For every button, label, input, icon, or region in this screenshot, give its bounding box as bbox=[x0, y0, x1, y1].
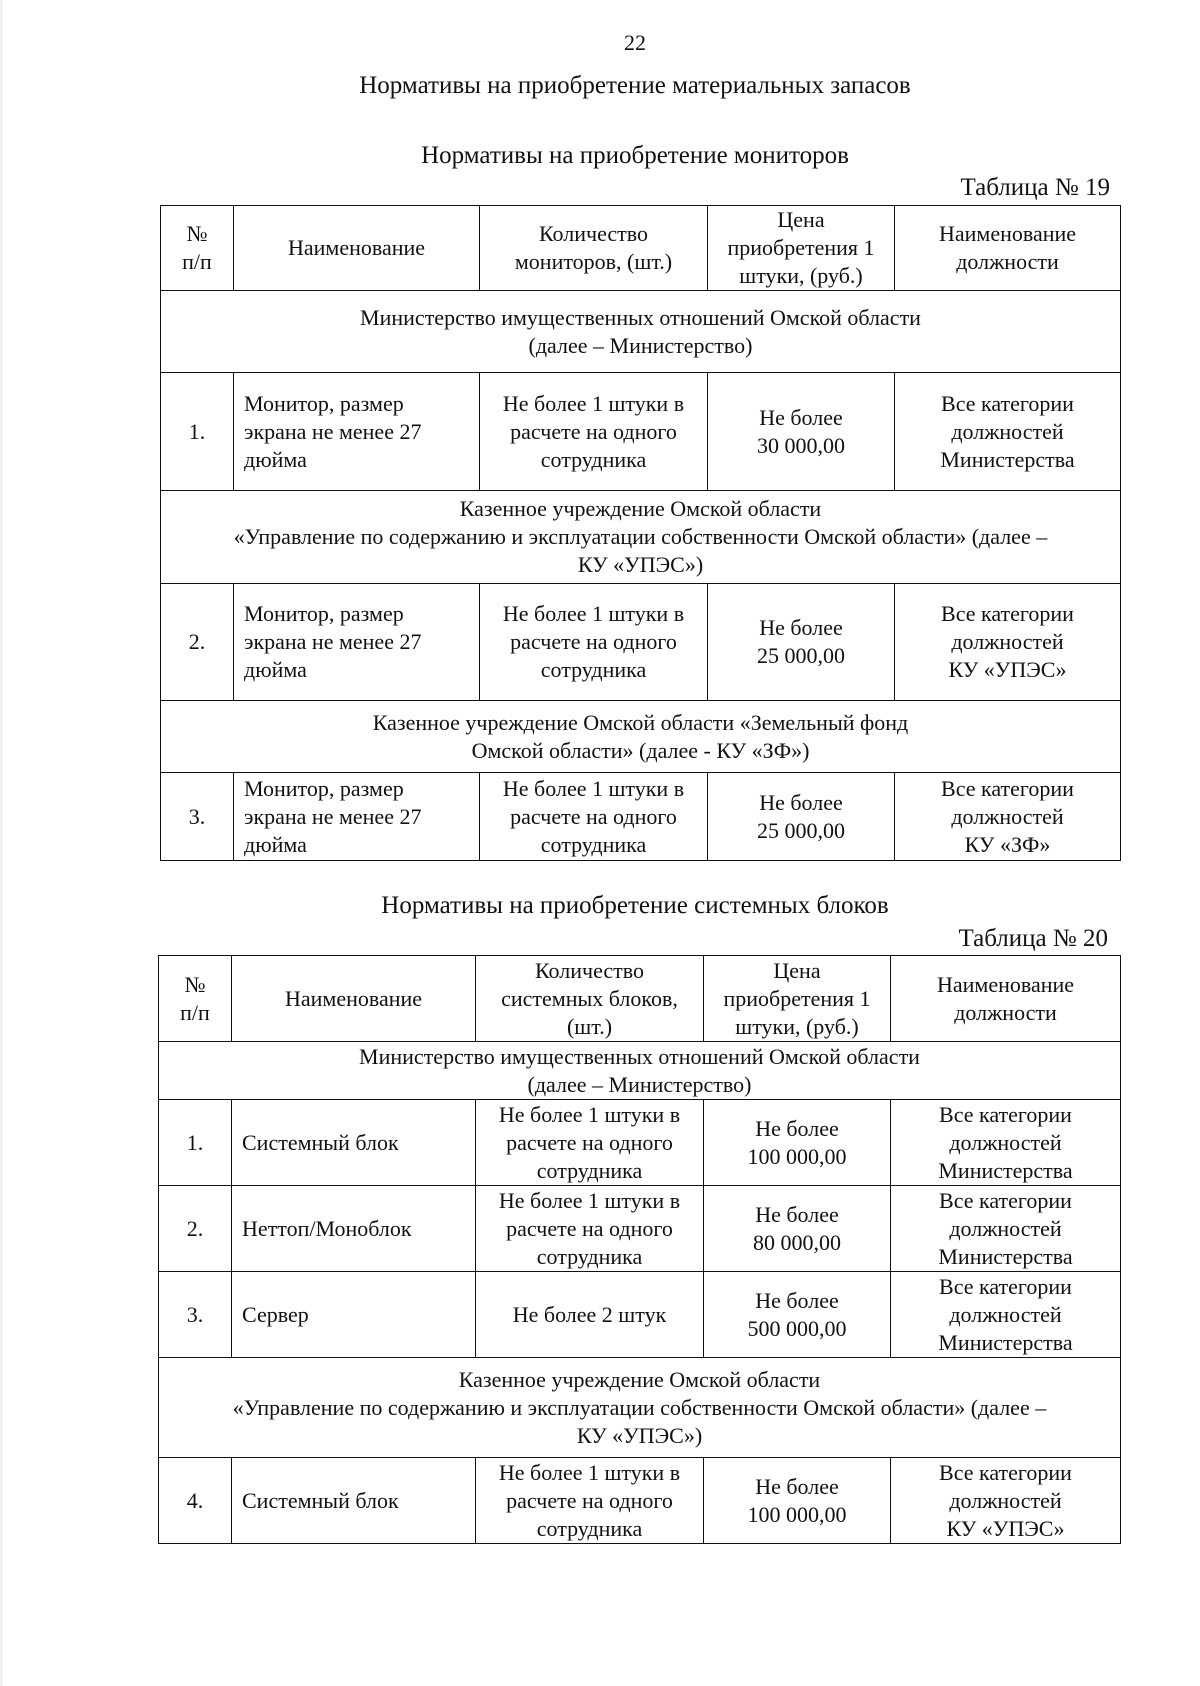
org-row bbox=[161, 291, 1121, 373]
cell-num: 2. bbox=[161, 584, 234, 701]
cell-name: Системный блок bbox=[232, 1458, 476, 1544]
header-name: Наименование bbox=[234, 206, 480, 291]
cell-num: 3. bbox=[161, 773, 234, 861]
cell-position: Все категории должностей КУ «УПЭС» bbox=[895, 584, 1121, 701]
org-row bbox=[161, 491, 1121, 584]
header-num: № п/п bbox=[161, 206, 234, 291]
header-price: Цена приобретения 1 штуки, (руб.) bbox=[708, 206, 895, 291]
cell-position: Все категории должностей Министерства bbox=[891, 1272, 1121, 1358]
cell-position: Все категории должностей Министерства bbox=[895, 373, 1121, 491]
cell-price: Не более 100 000,00 bbox=[704, 1100, 891, 1186]
cell-num: 1. bbox=[161, 373, 234, 491]
cell-position: Все категории должностей Министерства bbox=[891, 1100, 1121, 1186]
scan-edge bbox=[0, 0, 3, 1686]
header-position: Наименование должности bbox=[891, 956, 1121, 1042]
org-row bbox=[159, 1358, 1121, 1458]
cell-quantity: Не более 1 штуки в расчете на одного сотрудника bbox=[480, 584, 708, 701]
table-row bbox=[159, 1272, 1121, 1358]
cell-name: Системный блок bbox=[232, 1100, 476, 1186]
cell-quantity: Не более 2 штук bbox=[476, 1272, 704, 1358]
cell-position: Все категории должностей КУ «ЗФ» bbox=[895, 773, 1121, 861]
cell-price: Не более 500 000,00 bbox=[704, 1272, 891, 1358]
table-row bbox=[159, 1100, 1121, 1186]
cell-num: 1. bbox=[159, 1100, 232, 1186]
cell-quantity: Не более 1 штуки в расчете на одного сотрудника bbox=[480, 773, 708, 861]
org-name: Казенное учреждение Омской области «Земельный фонд Омской области» (далее - КУ «ЗФ») bbox=[161, 701, 1121, 773]
cell-quantity: Не более 1 штуки в расчете на одного сотрудника bbox=[476, 1458, 704, 1544]
cell-name: Монитор, размер экрана не менее 27 дюйма bbox=[234, 773, 480, 861]
org-row bbox=[159, 1042, 1121, 1100]
cell-name: Неттоп/Моноблок bbox=[232, 1186, 476, 1272]
cell-name: Монитор, размер экрана не менее 27 дюйма bbox=[234, 373, 480, 491]
section-title-system-units: Нормативы на приобретение системных блоков bbox=[381, 892, 889, 919]
header-position: Наименование должности bbox=[895, 206, 1121, 291]
table-row bbox=[161, 773, 1121, 861]
cell-quantity: Не более 1 штуки в расчете на одного сотрудника bbox=[476, 1186, 704, 1272]
table-monitors bbox=[160, 205, 1121, 861]
cell-position: Все категории должностей КУ «УПЭС» bbox=[891, 1458, 1121, 1544]
table-row bbox=[161, 373, 1121, 491]
table-header-row bbox=[161, 206, 1121, 291]
cell-price: Не более 25 000,00 bbox=[708, 584, 895, 701]
header-name: Наименование bbox=[232, 956, 476, 1042]
cell-price: Не более 80 000,00 bbox=[704, 1186, 891, 1272]
cell-quantity: Не более 1 штуки в расчете на одного сотрудника bbox=[476, 1100, 704, 1186]
section-title-monitors: Нормативы на приобретение мониторов bbox=[421, 142, 849, 169]
cell-position: Все категории должностей Министерства bbox=[891, 1186, 1121, 1272]
cell-num: 4. bbox=[159, 1458, 232, 1544]
cell-name: Монитор, размер экрана не менее 27 дюйма bbox=[234, 584, 480, 701]
table-row bbox=[159, 1458, 1121, 1544]
cell-price: Не более 25 000,00 bbox=[708, 773, 895, 861]
header-quantity: Количество мониторов, (шт.) bbox=[480, 206, 708, 291]
cell-price: Не более 100 000,00 bbox=[704, 1458, 891, 1544]
table-system-units bbox=[158, 955, 1121, 1544]
page-title: Нормативы на приобретение материальных запасов bbox=[359, 72, 911, 99]
header-num: № п/п bbox=[159, 956, 232, 1042]
header-price: Цена приобретения 1 штуки, (руб.) bbox=[704, 956, 891, 1042]
table-header-row bbox=[159, 956, 1121, 1042]
org-name: Казенное учреждение Омской области «Управление по содержанию и эксплуатации собственности Омской области» (далее – КУ «УПЭС») bbox=[161, 491, 1121, 584]
page-number: 22 bbox=[624, 30, 646, 55]
cell-price: Не более 30 000,00 bbox=[708, 373, 895, 491]
table-row bbox=[159, 1186, 1121, 1272]
header-quantity: Количество системных блоков, (шт.) bbox=[476, 956, 704, 1042]
org-name: Казенное учреждение Омской области «Управление по содержанию и эксплуатации собственности Омской области» (далее – КУ «УПЭС») bbox=[159, 1358, 1121, 1458]
org-name: Министерство имущественных отношений Омской области (далее – Министерство) bbox=[161, 291, 1121, 373]
table-row bbox=[161, 584, 1121, 701]
cell-num: 2. bbox=[159, 1186, 232, 1272]
cell-name: Сервер bbox=[232, 1272, 476, 1358]
org-row bbox=[161, 701, 1121, 773]
table-caption-19: Таблица № 19 bbox=[960, 174, 1110, 201]
org-name: Министерство имущественных отношений Омской области (далее – Министерство) bbox=[159, 1042, 1121, 1100]
cell-num: 3. bbox=[159, 1272, 232, 1358]
table-caption-20: Таблица № 20 bbox=[958, 925, 1108, 952]
cell-quantity: Не более 1 штуки в расчете на одного сотрудника bbox=[480, 373, 708, 491]
